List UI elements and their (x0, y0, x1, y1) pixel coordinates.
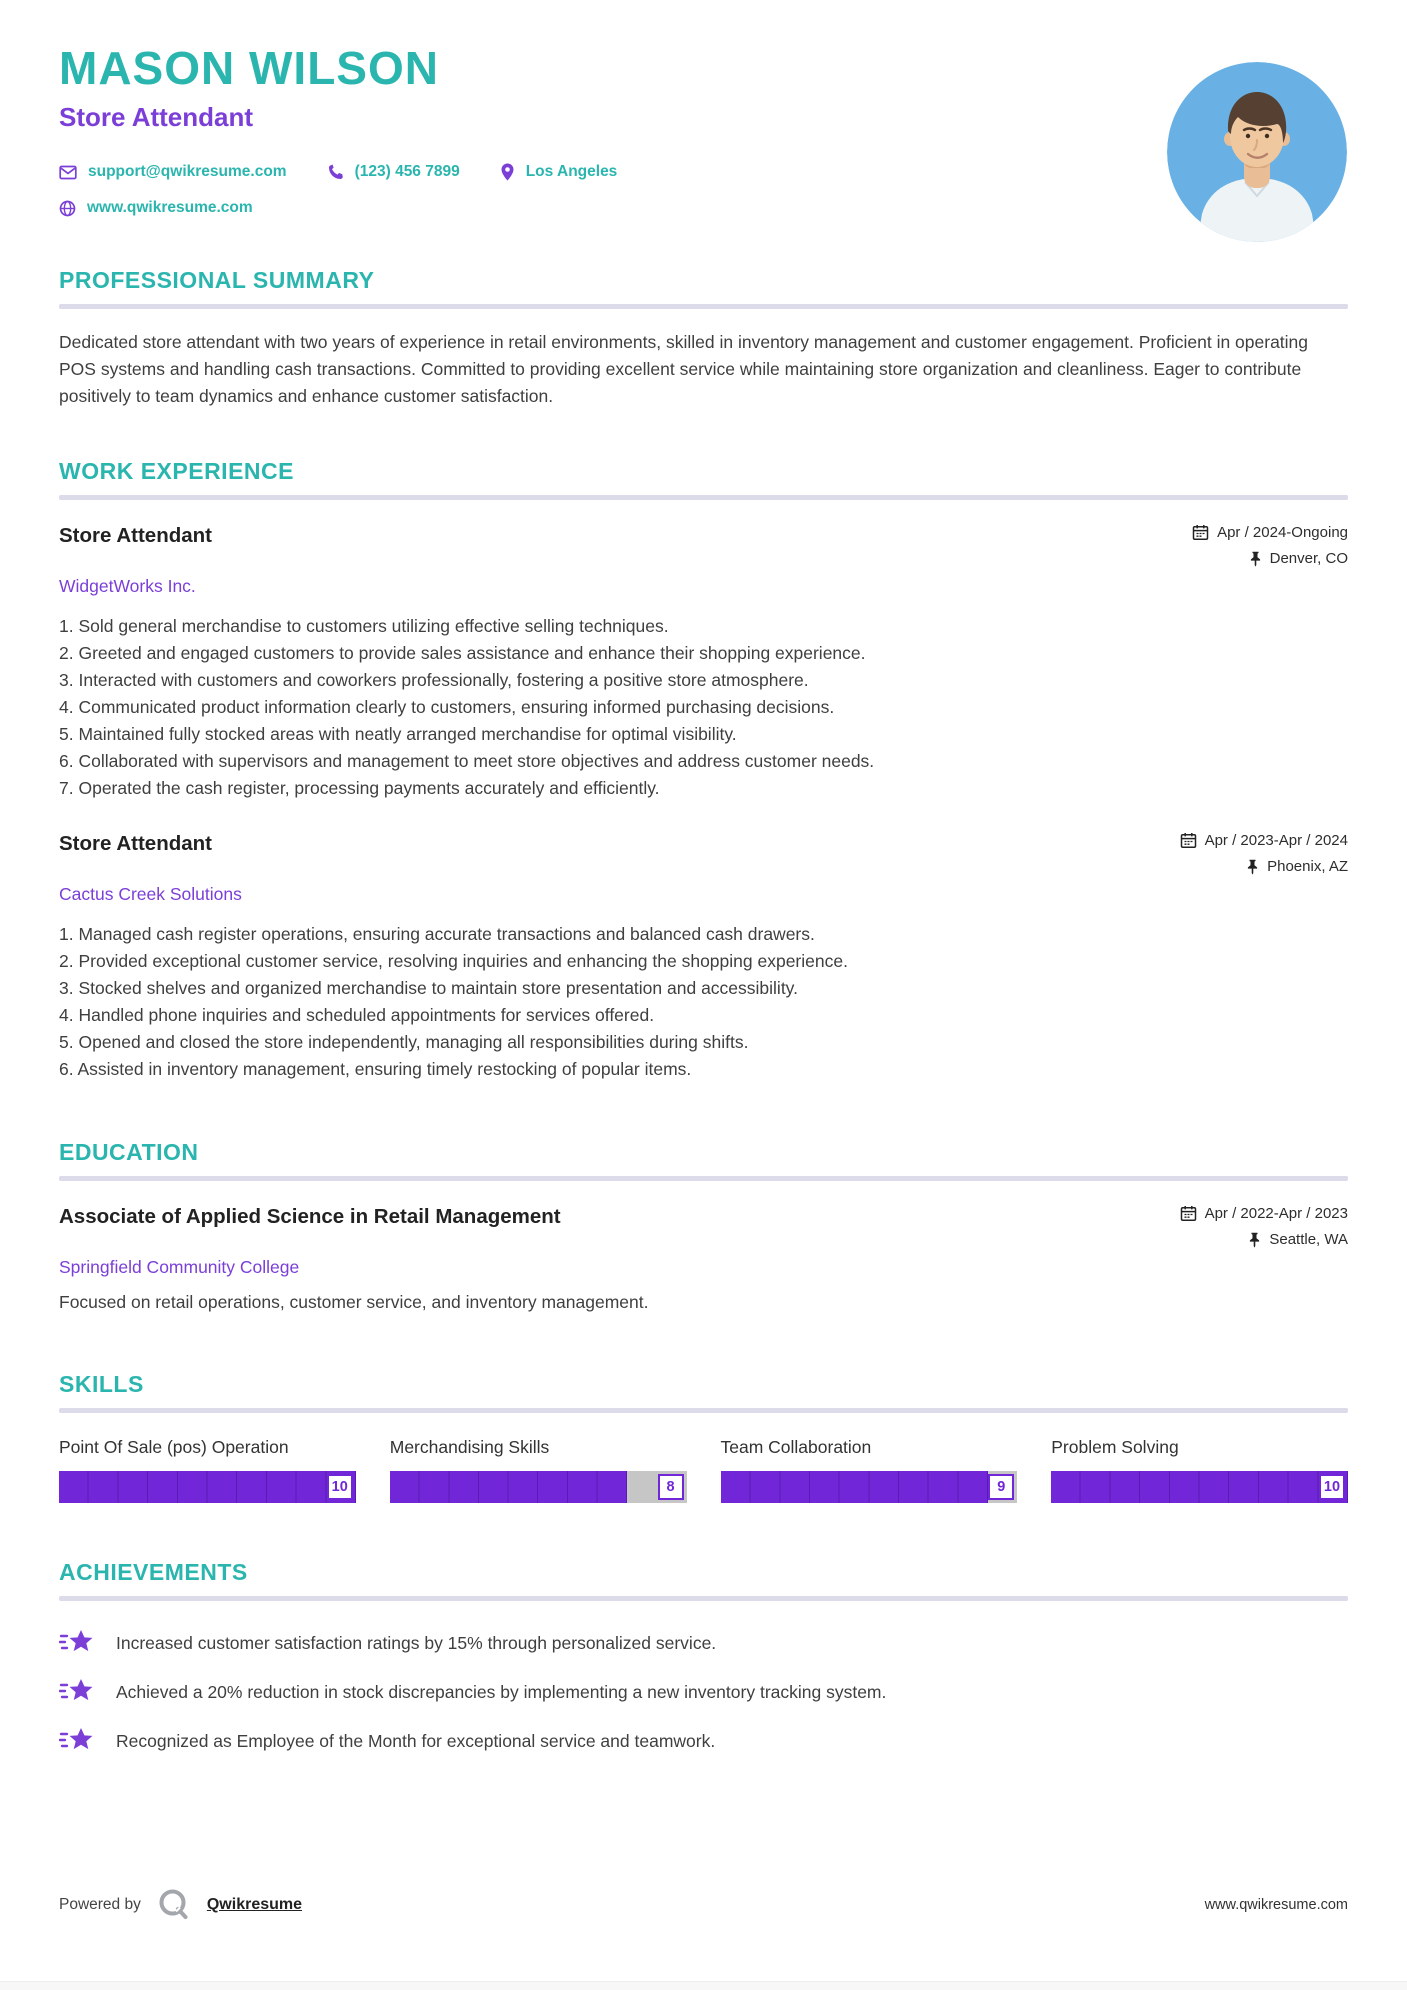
skill-bar-fill (390, 1471, 627, 1503)
job-bullet: Assisted in inventory management, ensuring timely restocking of popular items. (77, 1059, 692, 1080)
envelope-icon (59, 165, 77, 180)
skill-label: Point Of Sale (pos) Operation (59, 1437, 289, 1458)
job-bullet: Maintained fully stocked areas with neatly arranged merchandise for optimal visibility. (78, 724, 737, 745)
section-work-experience (59, 458, 1348, 1083)
education-dates: Apr / 2022-Apr / 2023 (1204, 1205, 1348, 1223)
experience-heading: WORK EXPERIENCE (59, 458, 294, 485)
contact-email[interactable] (59, 163, 287, 181)
skill-bar (59, 1471, 356, 1503)
calendar-icon (1180, 832, 1197, 849)
job-bullet: Managed cash register operations, ensuring accurate transactions and balanced cash drawers. (78, 924, 815, 945)
job-bullet: Handled phone inquiries and scheduled appointments for services offered. (78, 1005, 655, 1026)
avatar-illustration (1167, 62, 1347, 242)
job-company-1[interactable]: WidgetWorks Inc. (59, 576, 196, 597)
footer-brand-group (59, 1886, 302, 1924)
achievement-text: Increased customer satisfaction ratings by 15% through personalized service. (116, 1633, 717, 1654)
job-entry-head (59, 524, 1348, 567)
section-divider (59, 1176, 1348, 1181)
job-bullet: Opened and closed the store independently, managing all responsibilities during shifts. (78, 1032, 749, 1053)
education-entry (59, 1205, 1348, 1313)
section-skills (59, 1371, 1348, 1503)
skill-score-badge: 10 (327, 1474, 353, 1500)
skill-score-badge: 8 (658, 1474, 684, 1500)
skill-label: Team Collaboration (720, 1437, 872, 1458)
achievement-item (59, 1676, 1348, 1708)
phone-icon (327, 164, 344, 181)
job-entry-2 (59, 832, 1348, 1083)
skill-pos-operation (59, 1435, 356, 1503)
contact-phone-text: (123) 456 7899 (354, 163, 460, 181)
achievements-list (59, 1627, 1348, 1757)
achievement-star-icon (59, 1676, 95, 1708)
resume-header (59, 44, 1348, 217)
qwikresume-logo-icon (155, 1886, 193, 1924)
globe-icon (59, 200, 76, 217)
contact-location-text: Los Angeles (525, 163, 618, 181)
pushpin-icon (1249, 551, 1262, 567)
skill-label: Merchandising Skills (389, 1437, 550, 1458)
powered-by-label: Powered by (59, 1896, 141, 1913)
job-bullet-list-2 (59, 921, 1348, 1083)
job-meta-1 (1192, 524, 1348, 567)
page-footer (59, 1886, 1348, 1924)
section-divider (59, 304, 1348, 309)
job-entry-head (59, 832, 1348, 875)
job-bullet: Stocked shelves and organized merchandise to maintain store presentation and accessibility. (78, 978, 798, 999)
job-bullet: Communicated product information clearly to customers, ensuring informed purchasing decisions. (78, 697, 835, 718)
contact-row-2 (59, 199, 1348, 217)
person-title: Store Attendant (59, 102, 254, 133)
skill-merchandising (390, 1435, 687, 1503)
job-dates-2: Apr / 2023-Apr / 2024 (1204, 832, 1348, 850)
achievement-text: Achieved a 20% reduction in stock discrepancies by implementing a new inventory tracking system. (116, 1682, 887, 1703)
job-location-1: Denver, CO (1269, 550, 1348, 568)
contact-phone[interactable] (327, 163, 460, 181)
job-bullet: Sold general merchandise to customers utilizing effective selling techniques. (78, 616, 669, 637)
section-professional-summary (59, 267, 1348, 410)
achievements-heading: ACHIEVEMENTS (59, 1559, 248, 1586)
contact-website[interactable] (59, 199, 253, 217)
achievement-text: Recognized as Employee of the Month for exceptional service and teamwork. (116, 1731, 716, 1752)
skill-score-badge: 9 (988, 1474, 1014, 1500)
education-location-line (1248, 1231, 1348, 1248)
section-achievements (59, 1559, 1348, 1757)
skill-score-badge: 10 (1319, 1474, 1345, 1500)
section-education (59, 1139, 1348, 1313)
education-entry-head (59, 1205, 1348, 1248)
job-meta-2 (1180, 832, 1348, 875)
job-bullet: Collaborated with supervisors and management to meet store objectives and address customer needs. (78, 751, 875, 772)
job-location-2: Phoenix, AZ (1267, 858, 1348, 876)
job-dates-line (1180, 832, 1348, 849)
section-divider (59, 1408, 1348, 1413)
location-pin-icon (500, 163, 515, 181)
page-bottom-strip (0, 1981, 1407, 1990)
education-degree: Associate of Applied Science in Retail Management (59, 1205, 561, 1229)
skill-label: Problem Solving (1051, 1437, 1179, 1458)
footer-website-link[interactable]: www.qwikresume.com (1204, 1897, 1348, 1913)
contact-row-1 (59, 163, 1348, 181)
job-dates-1: Apr / 2024-Ongoing (1217, 524, 1348, 542)
job-bullet: Operated the cash register, processing payments accurately and efficiently. (78, 778, 660, 799)
skill-problem-solving (1051, 1435, 1348, 1503)
education-description: Focused on retail operations, customer service, and inventory management. (59, 1292, 649, 1313)
summary-text: Dedicated store attendant with two years of experience in retail environments, skilled in inventory management and customer engagement. Proficient in operating POS systems and handling cash transactions. Committed to providing excellent service while maintaining store organization and cleanliness. Eager to contribute positively to team dynamics and enhance customer satisfaction. (59, 332, 1309, 407)
contact-location (500, 163, 618, 181)
person-name: MASON WILSON (59, 42, 439, 94)
qwikresume-link[interactable]: Qwikresume (206, 1896, 303, 1913)
achievement-item (59, 1725, 1348, 1757)
skills-grid (59, 1435, 1348, 1503)
section-divider (59, 495, 1348, 500)
skill-bar-fill (721, 1471, 988, 1503)
skills-heading: SKILLS (59, 1371, 144, 1398)
job-title-1: Store Attendant (59, 524, 212, 548)
skill-bar-fill (1051, 1471, 1348, 1503)
job-location-line (1246, 858, 1348, 875)
education-location: Seattle, WA (1269, 1231, 1348, 1249)
skill-bar-fill (59, 1471, 356, 1503)
education-meta (1180, 1205, 1348, 1248)
section-divider (59, 1596, 1348, 1601)
avatar (1167, 62, 1347, 242)
pushpin-icon (1246, 859, 1259, 875)
job-bullet: Greeted and engaged customers to provide sales assistance and enhance their shopping experience. (78, 643, 866, 664)
job-bullet: Interacted with customers and coworkers professionally, fostering a positive store atmosphere. (78, 670, 809, 691)
summary-heading: PROFESSIONAL SUMMARY (59, 267, 375, 294)
education-heading: EDUCATION (59, 1139, 199, 1166)
achievement-star-icon (59, 1725, 95, 1757)
education-dates-line (1180, 1205, 1348, 1222)
skill-team-collaboration (721, 1435, 1018, 1503)
contact-email-text: support@qwikresume.com (88, 163, 287, 181)
achievement-star-icon (59, 1627, 95, 1659)
contact-website-text: www.qwikresume.com (87, 199, 253, 217)
achievement-item (59, 1627, 1348, 1659)
pushpin-icon (1248, 1232, 1261, 1248)
job-title-2: Store Attendant (59, 832, 212, 856)
skill-bar (721, 1471, 1018, 1503)
job-company-2[interactable]: Cactus Creek Solutions (59, 884, 242, 905)
skill-bar (390, 1471, 687, 1503)
job-location-line (1249, 550, 1348, 567)
job-bullet-list-1 (59, 613, 1348, 802)
calendar-icon (1180, 1205, 1197, 1222)
job-dates-line (1192, 524, 1348, 541)
education-school[interactable]: Springfield Community College (59, 1257, 300, 1278)
job-entry-1 (59, 524, 1348, 802)
skill-bar (1051, 1471, 1348, 1503)
job-bullet: Provided exceptional customer service, resolving inquiries and enhancing the shopping experience. (78, 951, 848, 972)
calendar-icon (1192, 524, 1209, 541)
